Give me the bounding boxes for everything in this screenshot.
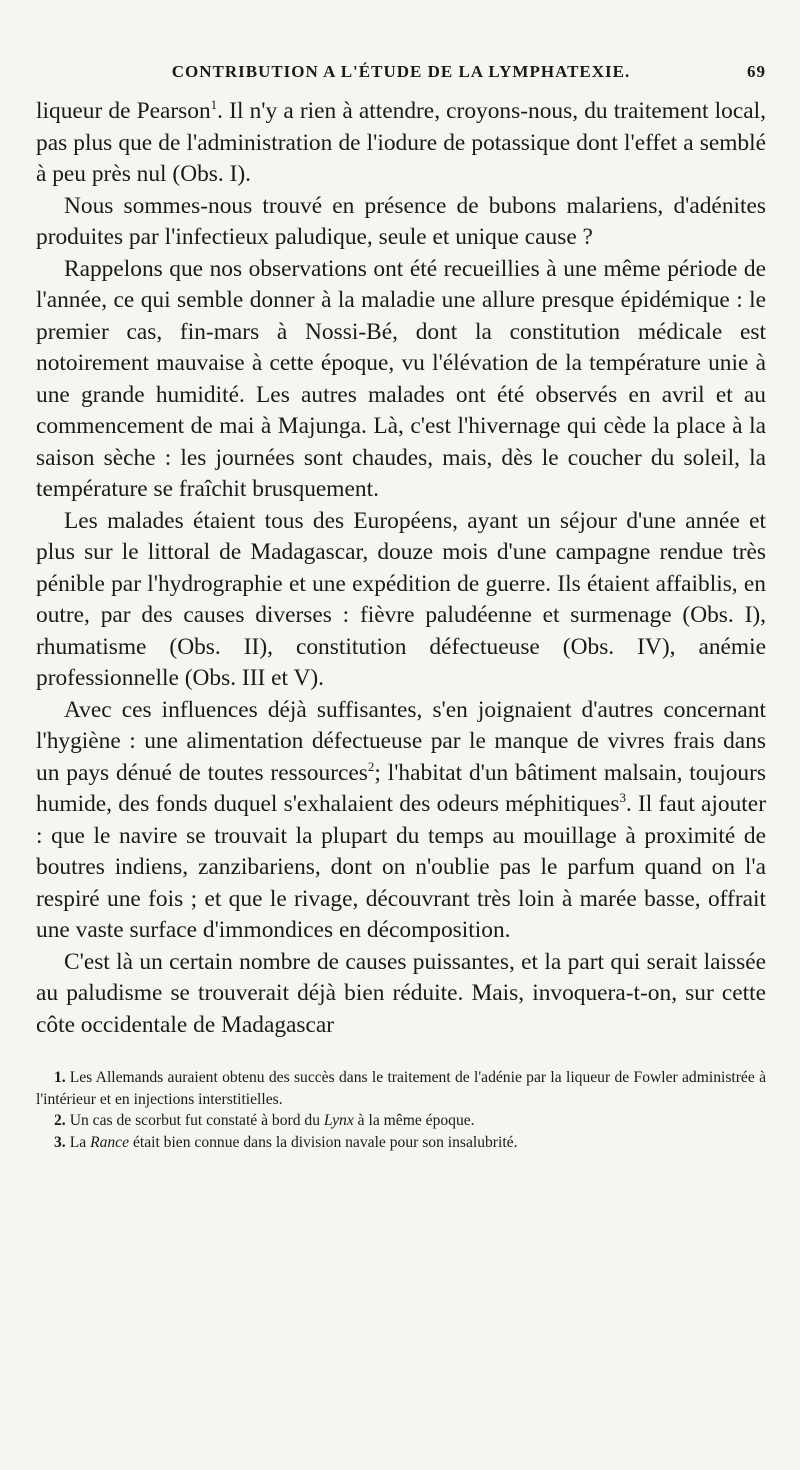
document-page <box>36 62 766 1153</box>
footnotes <box>36 1067 766 1153</box>
page-number: 69 <box>747 62 766 81</box>
footnote-ref-3: 3 <box>619 790 626 806</box>
paragraph-1: liqueur de Pearson$^1$. Il n'y a rien à attendre, croyons-nous, du traitement local, pas plus que de l'administration de l'iodure de potassique dont l'effet a semblé à peu près nul (Obs. I). <box>36 97 766 187</box>
footnote-2: 2. Un cas de scorbut fut constaté à bord du Lynx à la même époque. <box>54 1112 475 1129</box>
paragraph-4: Les malades étaient tous des Européens, ayant un séjour d'une année et plus sur le littoral de Madagascar, douze mois d'une campagne rendue très pénible par l'hydrographie et une expédition de guerre. Ils étaient affaiblis, en outre, par des causes diverses : fièvre paludéenne et surmenage (Obs. I), rhumatisme (Obs. II), constitution défectueuse (Obs. IV), anémie professionnelle (Obs. III et V). <box>36 507 766 691</box>
footnote-3: 3. La Rance était bien connue dans la division navale pour son insalubrité. <box>54 1133 518 1151</box>
footnote-ref-1: 1 <box>210 97 218 113</box>
paragraph-3: Rappelons que nos observations ont été recueillies à une même période de l'année, ce qui semble donner à la maladie une allure presque épidémique : le premier cas, fin-mars à Nossi-Bé, dont la constitution médicale est notoirement mauvaise à cette époque, vu l'élévation de la température unie à une grande humidité. Les autres malades ont été observés en avril et au commencement de mai à Majunga. Là, c'est l'hivernage qui cède la place à la saison sèche : les journées sont chaudes, mais, dès le coucher du soleil, la température se fraîchit brusquement. <box>36 255 766 502</box>
paragraph-2: Nous sommes-nous trouvé en présence de bubons malariens, d'adénites produites par l'infectieux paludique, seule et unique cause ? <box>36 192 766 250</box>
paragraph-5: Avec ces influences déjà suffisantes, s'en joignaient d'autres concernant l'hygiène : une alimentation défectueuse par le manque de vivres frais dans un pays dénué de toutes ressources$^2$; l'habitat d'un bâtiment malsain, toujours humide, des fonds duquel s'exhalaient des odeurs méphitiques$^3$. Il faut ajouter : que le navire se trouvait la plupart du temps au mouillage à proximité de boutres indiens, zanzibariens, dont on n'oublie pas le parfum quand on l'a respiré une fois ; et que le rivage, découvrant très loin à marée basse, offrait une vaste surface d'immondices en décomposition. <box>36 696 766 943</box>
running-header <box>36 62 766 90</box>
running-title: CONTRIBUTION A L'ÉTUDE DE LA LYMPHATEXIE. <box>171 62 631 81</box>
body-text <box>36 96 766 1041</box>
footnote-1: 1. Les Allemands auraient obtenu des succès dans le traitement de l'adénie par la liqueur de Fowler administrée à l'intérieur et en injections interstitielles. <box>36 1069 766 1108</box>
paragraph-6: C'est là un certain nombre de causes puissantes, et la part qui serait laissée au paludisme se trouverait déjà bien réduite. Mais, invoquera-t-on, sur cette côte occidentale de Madagascar <box>36 948 766 1038</box>
footnote-ref-2: 2 <box>367 758 375 774</box>
